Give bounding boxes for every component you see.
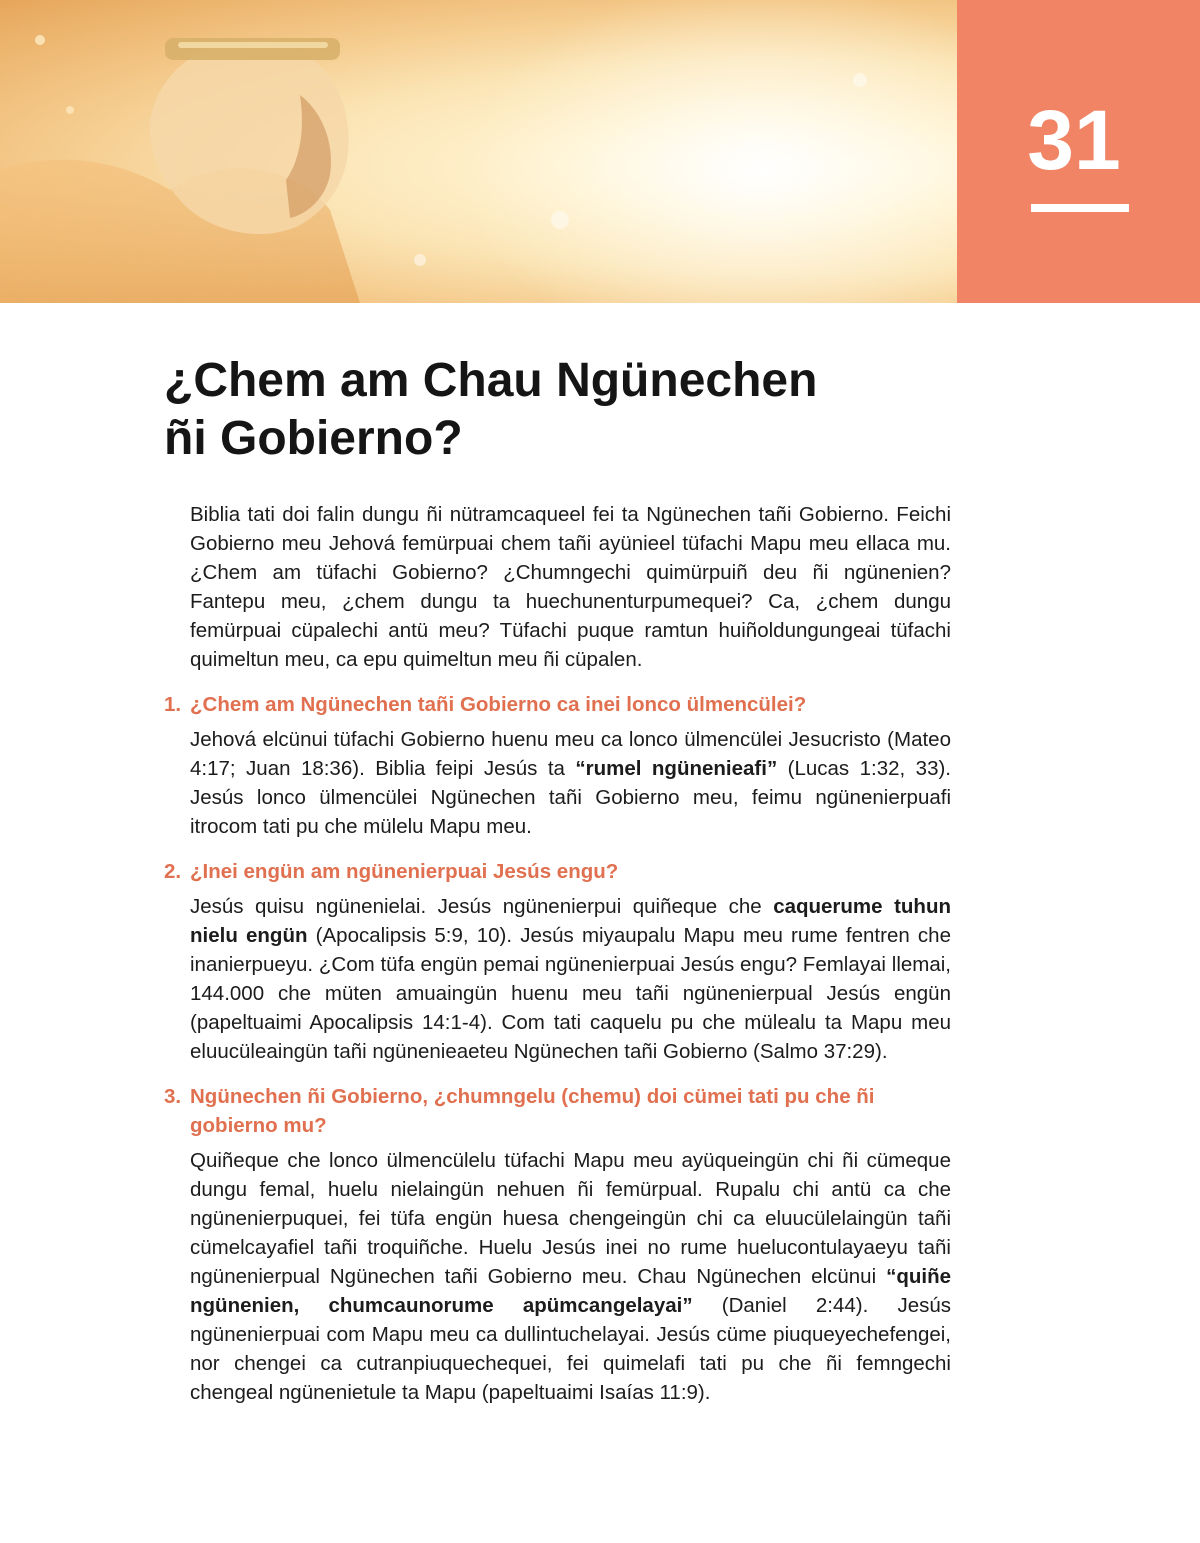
answer-paragraph-2 bbox=[190, 892, 951, 1066]
chapter-underline bbox=[1031, 204, 1129, 212]
king-figure-illustration bbox=[0, 0, 957, 303]
answer-text: Jesús quisu ngünenielai. Jesús ngünenierpui quiñeque che bbox=[190, 895, 774, 918]
answer-text: (Lucas 1:32, 33). Jesús lonco ülmencülei Ngünechen tañi Gobierno meu, feimu ngünenierpuafi itrocom tati pu che mülelu Mapu meu. bbox=[190, 757, 951, 838]
answer-bold-text: “rumel ngünenieafi” bbox=[575, 757, 778, 780]
question-text: ¿Chem am Ngünechen tañi Gobierno ca inei lonco ülmencülei? bbox=[190, 693, 807, 716]
question-text: Ngünechen ñi Gobierno, ¿chumngelu (chemu) doi cümei tati pu che ñi gobierno mu? bbox=[190, 1085, 875, 1137]
question-text: ¿Inei engün am ngünenierpuai Jesús engu? bbox=[190, 860, 619, 883]
lesson-content bbox=[164, 500, 951, 1407]
intro-paragraph: Biblia tati doi falin dungu ñi nütramcaqueel fei ta Ngünechen tañi Gobierno. Feichi Gobierno meu Jehová femürpuai chem tañi ayünieel tüfachi Mapu meu ellaca mu. ¿Chem am tüfachi Gobierno? ¿Chumngechi quimürpuiñ deu ñi ngünenien? Fantepu meu, ¿chem dungu ta huechunenturpumequei? Ca, ¿chem dungu femürpuai cüpalechi antü meu? Tüfachi puque ramtun huiñoldungungeai tüfachi quimeltun meu, ca epu quimeltun meu ñi cüpalen. bbox=[190, 503, 951, 671]
answer-text: (Daniel 2:44). Jesús ngünenierpuai com Mapu meu ca dullintuchelayai. Jesús cüme piuqueyechefengei, nor chengei ca cutranpiuquechequei, fei quimelafi tati pu che ñi femngechi chengeal ngünenietule ta Mapu (papeltuaimi Isaías 11:9). bbox=[190, 1294, 951, 1404]
question-number: 3. bbox=[164, 1085, 182, 1108]
chapter-badge bbox=[957, 0, 1200, 303]
page-title bbox=[164, 352, 964, 468]
question-1 bbox=[164, 690, 951, 719]
question-number: 1. bbox=[164, 693, 182, 716]
answer-paragraph-1 bbox=[190, 725, 951, 841]
question-3 bbox=[164, 1082, 951, 1140]
question-2 bbox=[164, 857, 951, 886]
page-title-line-2: ñi Gobierno? bbox=[164, 412, 463, 465]
answer-text: Jehová elcünui tüfachi Gobierno huenu meu ca lonco ülmencülei Jesucristo (Mateo 4:17; Juan 18:36). Biblia feipi Jesús ta bbox=[190, 728, 951, 780]
answer-text: (Apocalipsis 5:9, 10). Jesús miyaupalu Mapu meu rume fentren che inanierpueyu. ¿Com tüfa engün pemai ngünenierpuai Jesús engu? Femlayai llemai, 144.000 che müten amuaingün huenu meu tañi ngünenierpual Jesús engün (papeltuaimi Apocalipsis 14:1-4). Com tati caquelu pu che mülealu ta Mapu meu eluucüleaingün tañi ngünenieaeteu Ngünechen tañi Gobierno (Salmo 37:29). bbox=[190, 924, 951, 1063]
answer-text: Quiñeque che lonco ülmencülelu tüfachi Mapu meu ayüqueingün chi ñi cümeque dungu femal, huelu nielaingün nehuen ñi femürpual. Rupalu chi antü ca che ngünenierpuquei, fei tüfa engün huesa chengeingün chi ca eluucülelaingün tañi cümelcayafiel tañi troquiñche. Huelu Jesús inei no rume huelucontulayaeyu tañi ngünenierpual Ngünechen tañi Gobierno meu. Chau Ngünechen elcünui bbox=[190, 1149, 951, 1288]
page-title-line-1: ¿Chem am Chau Ngünechen bbox=[164, 354, 818, 407]
answer-bold-text: caquerume tuhun nielu engün bbox=[190, 895, 951, 947]
question-number: 2. bbox=[164, 860, 182, 883]
answer-paragraph-3 bbox=[190, 1146, 951, 1407]
chapter-number: 31 bbox=[1027, 93, 1121, 187]
answer-bold-text: “quiñe ngünenien, chumcaunorume apümcangelayai” bbox=[190, 1265, 951, 1317]
header-illustration bbox=[0, 0, 957, 303]
